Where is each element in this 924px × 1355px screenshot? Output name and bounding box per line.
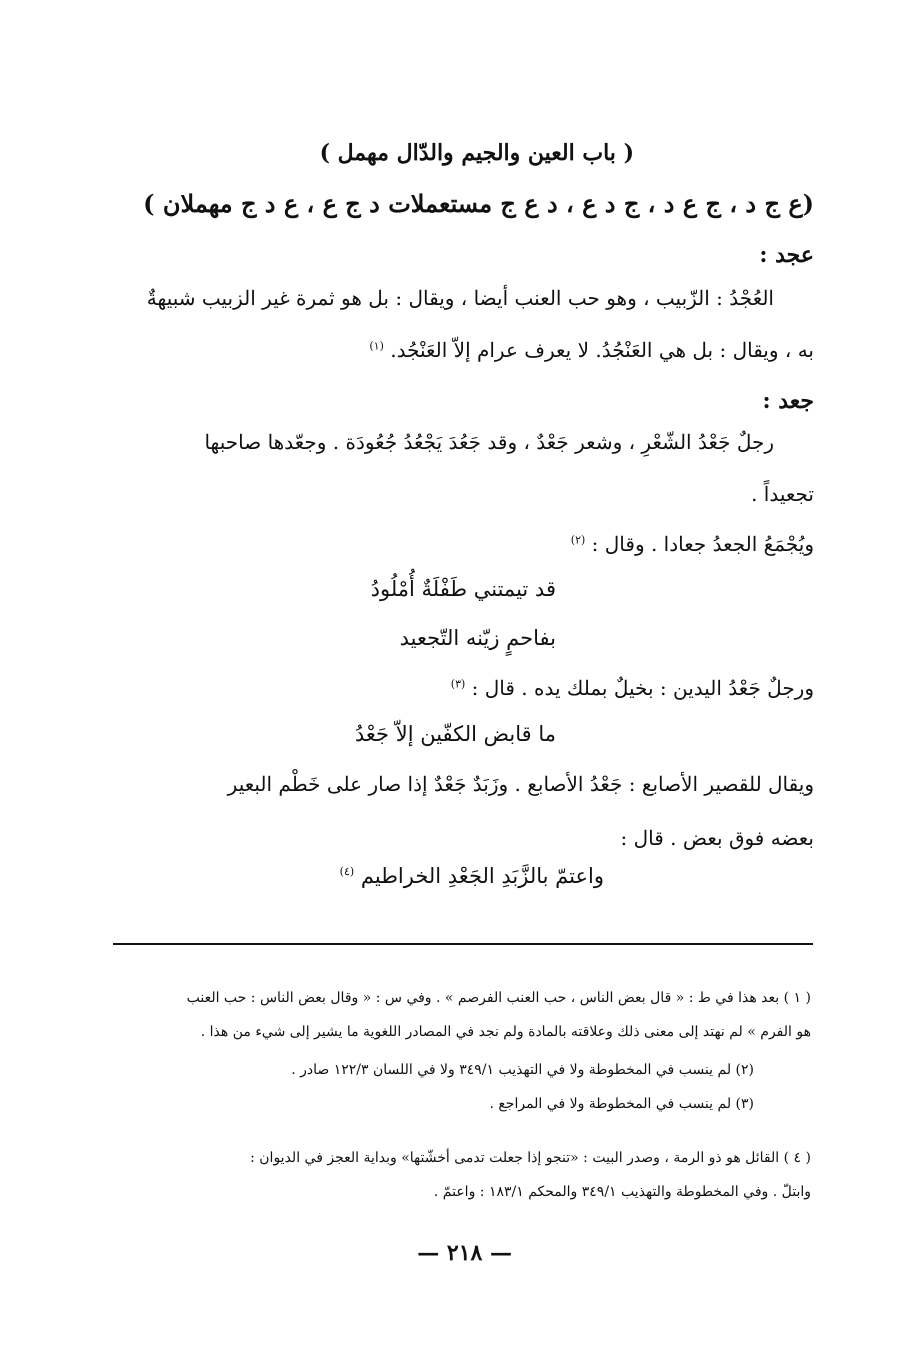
entry-jad-line-5: ويقال للقصير الأصابع : جَعْدُ الأصابع . وزَبَدٌ جَعْدٌ إذا صار على خَطْم البعير [227,772,814,796]
entry-jad-line-6: بعضه فوق بعض . قال : [620,826,814,850]
verse-4 [340,864,604,889]
footnote-4-line-2: وابتلّ . وفي المخطوطة والتهذيب ٣٤٩/١ والمحكم ١٨٣/١ : واعتمّ . [433,1184,811,1200]
footnote-ref-1: (١) [369,339,384,353]
entry-ajd-line-1: العُجْدُ : الزّبيب ، وهو حب العنب أيضا ، ويقال : بل هو ثمرة غير الزبيب شبيهةٌ [146,286,774,310]
verse-1: قد تيمتني طَفْلَةٌ أُمْلُودُ [370,577,556,601]
footnote-ref-4: (٤) [339,865,355,878]
entry-jad-line-4-text: ورجلٌ جَعْدُ اليدين : بخيلٌ بملك يده . قال : [471,676,814,700]
footnote-4-line-1: ( ٤ ) القائل هو ذو الرمة ، وصدر البيت : «تنجو إذا جعلت تدمى أخشّتها» وبداية العجز في الديوان : [250,1150,811,1166]
footnote-divider [113,943,813,945]
chapter-title: ( باب العين والجيم والدّال مهمل ) [319,140,634,166]
footnote-ref-2: (٢) [570,533,586,547]
entry-jad-line-1: رجلٌ جَعْدُ الشّعْرِ ، وشعر جَعْدٌ ، وقد جَعُدَ يَجْعُدُ جُعُودَة . وجعّدها صاحبها [204,430,774,454]
entry-heading-ajd: عجد : [759,242,814,268]
entry-jad-line-3 [571,532,814,556]
entry-ajd-line-2-text: به ، ويقال : بل هي العَنْجُدُ. لا يعرف عرام إلاّ العَنْجُد. [390,338,814,362]
entry-ajd-line-2 [369,338,814,362]
entry-jad-line-3-text: ويُجْمَعُ الجعدُ جعادا . وقال : [591,532,814,556]
entry-jad-line-2: تجعيداً . [751,482,814,506]
entry-jad-line-4 [451,676,814,700]
verse-2: بفاحمٍ زيّنه التّجعيد [399,626,556,650]
roots-heading: (ع ج د ، ج ع د ، ج د ع ، د ع ج مستعملات د ج ع ، ع د ج مهملان ) [143,189,814,218]
footnote-1-line-1: ( ١ ) بعد هذا في ط : « قال بعض الناس ، حب العنب الفرصم » . وفي س : « وقال بعض الناس : حب العنب [186,990,811,1006]
entry-heading-jad: جعد : [762,388,814,414]
footnote-3: (٣) لم ينسب في المخطوطة ولا في المراجع . [489,1096,754,1112]
verse-3: ما قابض الكفّين إلاّ جَعْدُ [354,722,556,746]
verse-4-text: واعتمّ بالزَّبَدِ الجَعْدِ الخراطيم [360,864,604,888]
footnote-ref-3: (٣) [450,677,466,691]
footnote-2: (٢) لم ينسب في المخطوطة ولا في التهذيب ٣٤٩/١ ولا في اللسان ١٢٢/٣ صادر . [291,1062,754,1078]
footnote-1-line-2: هو الفرم » لم نهتد إلى معنى ذلك وعلاقته بالمادة ولم نجد في المصادر اللغوية ما يشير إلى شيء من هذا . [200,1024,811,1040]
page-number: — ٢١٨ — [417,1240,512,1266]
